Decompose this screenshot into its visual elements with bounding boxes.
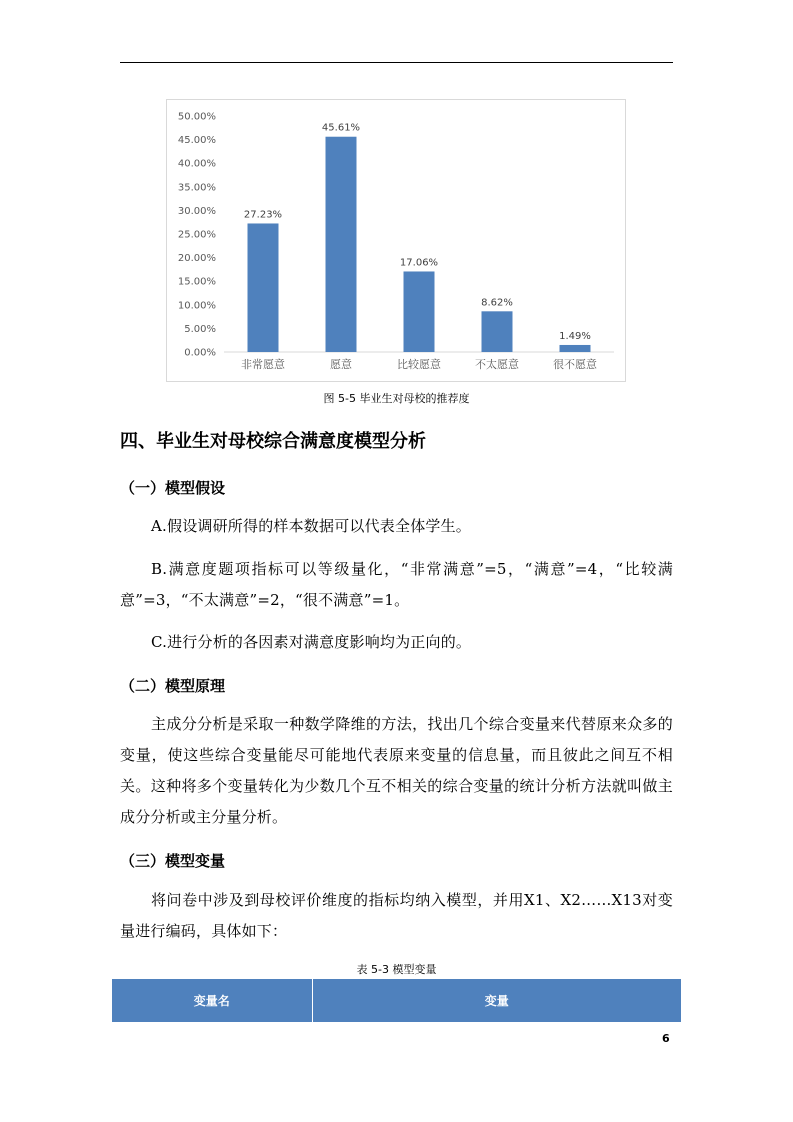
y-tick-label: 45.00%	[177, 135, 216, 147]
section-heading: 四、毕业生对母校综合满意度模型分析	[120, 431, 426, 452]
paragraph-assumption-a: A.假设调研所得的样本数据可以代表全体学生。	[151, 517, 472, 535]
table-caption: 表 5-3 模型变量	[356, 963, 437, 976]
figure-caption: 图 5-5 毕业生对母校的推荐度	[323, 392, 470, 405]
y-tick-label: 0.00%	[184, 347, 216, 359]
page-number: 6	[662, 1032, 670, 1045]
subsection-heading-variables: （三）模型变量	[120, 852, 226, 870]
x-tick-label: 非常愿意	[241, 358, 285, 371]
y-tick-label: 30.00%	[177, 205, 216, 217]
y-tick-label: 5.00%	[184, 323, 216, 335]
table-header-variable: 变量	[312, 979, 681, 1022]
table-header-variable-name: 变量名	[112, 979, 312, 1022]
bar	[404, 271, 435, 352]
y-tick-label: 35.00%	[177, 182, 216, 194]
x-tick-label: 不太愿意	[475, 358, 519, 371]
subsection-heading-assumptions: （一）模型假设	[120, 479, 226, 497]
data-label: 17.06%	[399, 257, 439, 269]
data-label: 27.23%	[243, 209, 283, 221]
paragraph-assumption-c: C.进行分析的各因素对满意度影响均为正向的。	[151, 633, 472, 651]
y-tick-label: 20.00%	[177, 253, 216, 265]
table-header-row	[112, 979, 681, 1022]
x-tick-label: 比较愿意	[397, 358, 441, 371]
header-rule	[120, 62, 673, 63]
y-tick-label: 15.00%	[177, 276, 216, 288]
bar	[482, 311, 513, 352]
y-tick-label: 50.00%	[177, 111, 216, 123]
paragraph-principle: 主成分分析是采取一种数学降维的方法，找出几个综合变量来代替原来众多的变量，使这些综合变量能尽可能地代表原来变量的信息量，而且彼此之间互不相关。这种将多个变量转化为少数几个互不相关的综合变量的统计分析方法就叫做主成分分析或主分量分析。	[120, 715, 673, 826]
data-label: 1.49%	[559, 330, 591, 342]
paragraph-assumption-b: B.满意度题项指标可以等级量化，“非常满意”=5，“满意”=4，“比较满意”=3，“不太满意”=2，“很不满意”=1。	[120, 560, 673, 609]
recommendation-chart	[166, 99, 626, 382]
variables-table	[112, 979, 681, 1022]
bar	[326, 137, 357, 352]
bar-chart-svg	[167, 100, 627, 383]
bar	[560, 345, 591, 352]
subsection-heading-principle: （二）模型原理	[120, 677, 226, 695]
y-tick-label: 40.00%	[177, 158, 216, 170]
y-tick-label: 10.00%	[177, 300, 216, 312]
x-tick-label: 很不愿意	[553, 358, 597, 371]
y-tick-label: 25.00%	[177, 229, 216, 241]
x-tick-label: 愿意	[330, 358, 352, 371]
data-label: 8.62%	[481, 297, 513, 309]
paragraph-variables: 将问卷中涉及到母校评价维度的指标均纳入模型，并用X1、X2……X13对变量进行编码，具体如下：	[120, 891, 673, 940]
bar	[248, 223, 279, 352]
data-label: 45.61%	[321, 122, 361, 134]
